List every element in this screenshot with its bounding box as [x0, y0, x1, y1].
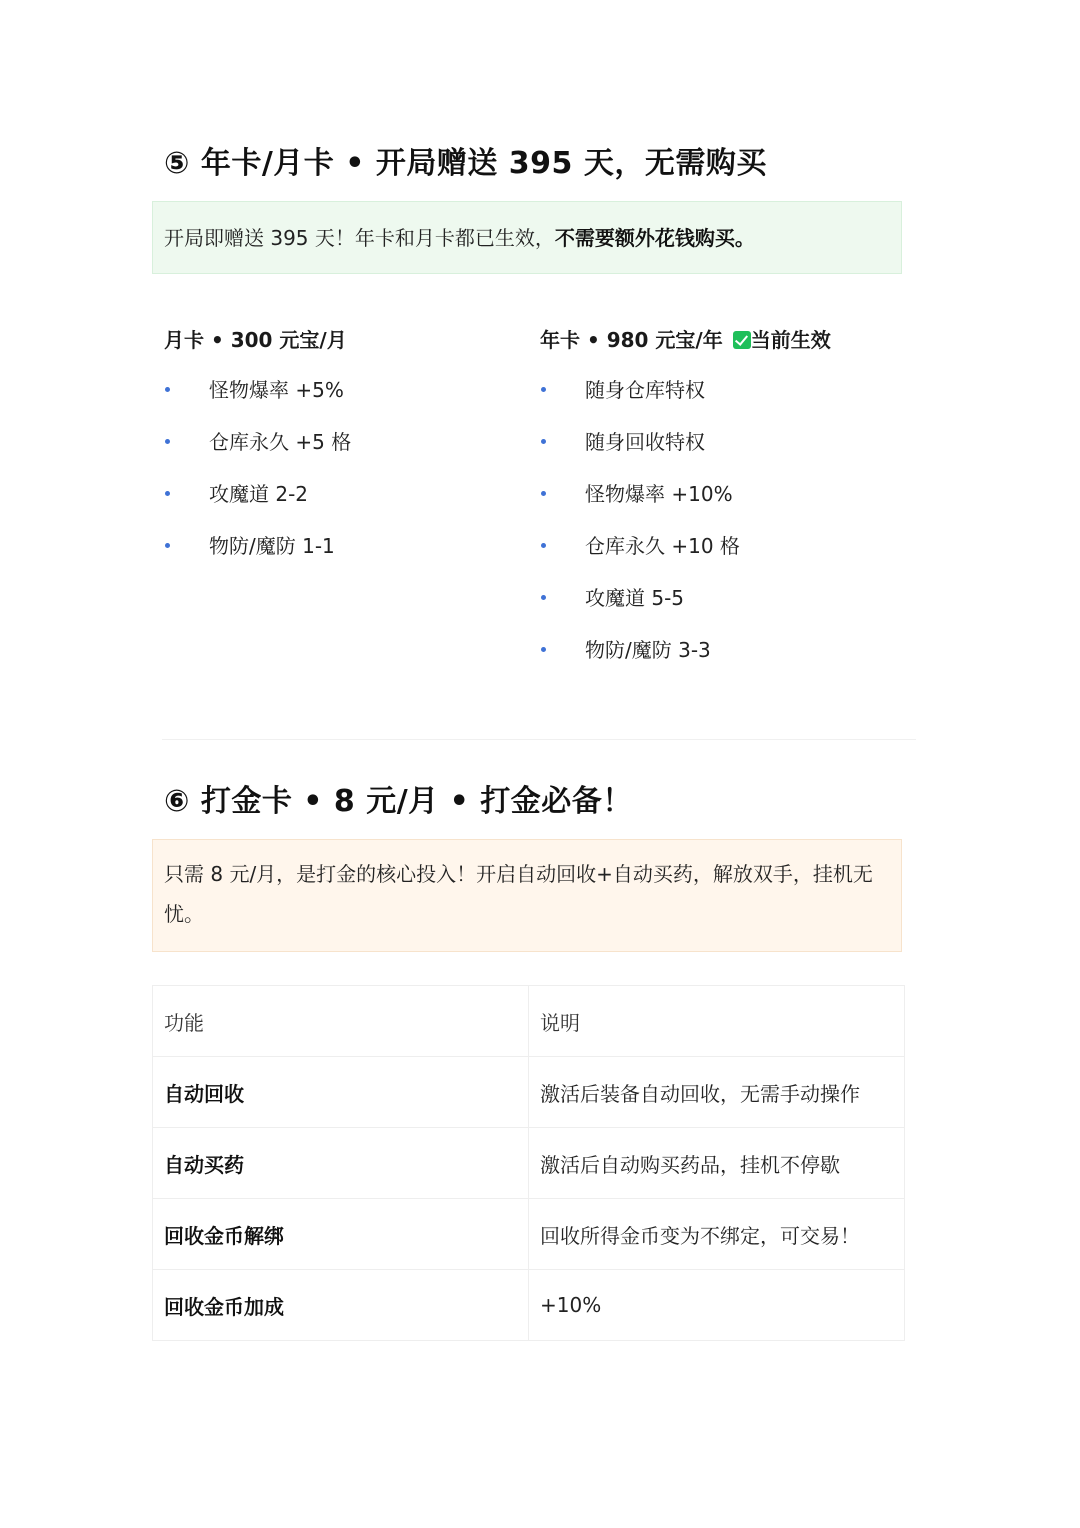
list-item — [540, 584, 900, 636]
table-header-cell: 功能 — [153, 986, 529, 1057]
list-item-text: 随身回收特权 — [585, 430, 705, 454]
section-6-heading: ⑥ 打金卡 • 8 元/月 • 打金必备！ — [164, 784, 633, 819]
feature-desc-cell: 激活后装备自动回收，无需手动操作 — [529, 1057, 905, 1128]
check-icon — [733, 331, 751, 349]
list-item — [540, 636, 900, 688]
monthly-card-benefits — [164, 376, 524, 584]
list-item — [540, 532, 900, 584]
bullet-icon — [165, 543, 170, 548]
bullet-icon — [165, 387, 170, 392]
yearly-card-title-text: 年卡 • 980 元宝/年 — [540, 328, 723, 352]
bullet-icon — [541, 491, 546, 496]
feature-desc-cell: 回收所得金币变为不绑定，可交易！ — [529, 1199, 905, 1270]
feature-name-cell: 回收金币加成 — [153, 1270, 529, 1341]
bullet-icon — [165, 491, 170, 496]
callout-text: 开局即赠送 395 天！年卡和月卡都已生效， — [164, 226, 555, 250]
bullet-icon — [165, 439, 170, 444]
section-5-callout — [152, 201, 902, 274]
list-item-text: 攻魔道 2-2 — [209, 482, 309, 506]
list-item-text: 物防/魔防 1-1 — [209, 534, 335, 558]
section-5-heading: ⑤ 年卡/月卡 • 开局赠送 395 天，无需购买 — [164, 146, 767, 181]
monthly-card-title-text: 月卡 • 300 元宝/月 — [164, 328, 347, 352]
monthly-card-title — [164, 326, 524, 354]
list-item-text: 怪物爆率 +5% — [209, 378, 344, 402]
feature-name-cell: 回收金币解绑 — [153, 1199, 529, 1270]
callout-bold-text: 不需要额外花钱购买。 — [554, 226, 755, 250]
table-row — [153, 1128, 905, 1199]
list-item — [164, 376, 524, 428]
feature-desc-cell: 激活后自动购买药品，挂机不停歇 — [529, 1128, 905, 1199]
section-divider — [162, 739, 916, 740]
bullet-icon — [541, 647, 546, 652]
section-6-callout: 只需 8 元/月，是打金的核心投入！开启自动回收+自动买药，解放双手，挂机无忧。 — [152, 839, 902, 952]
table-header-row — [153, 986, 905, 1057]
list-item-text: 随身仓库特权 — [585, 378, 705, 402]
yearly-card-title — [540, 326, 900, 354]
list-item — [540, 428, 900, 480]
bullet-icon — [541, 439, 546, 444]
yearly-card-benefits — [540, 376, 900, 688]
list-item — [164, 532, 524, 584]
bullet-icon — [541, 543, 546, 548]
table-row — [153, 1057, 905, 1128]
feature-desc-cell: +10% — [529, 1270, 905, 1341]
feature-table — [152, 985, 905, 1341]
list-item — [540, 480, 900, 532]
table-row — [153, 1199, 905, 1270]
list-item-text: 怪物爆率 +10% — [585, 482, 733, 506]
list-item-text: 仓库永久 +10 格 — [585, 534, 740, 558]
monthly-card-column — [164, 326, 524, 584]
yearly-card-column — [540, 326, 900, 688]
list-item — [540, 376, 900, 428]
list-item-text: 攻魔道 5-5 — [585, 586, 685, 610]
active-status-text: 当前生效 — [750, 328, 831, 352]
bullet-icon — [541, 387, 546, 392]
list-item-text: 仓库永久 +5 格 — [209, 430, 352, 454]
table-header-cell: 说明 — [529, 986, 905, 1057]
feature-name-cell: 自动买药 — [153, 1128, 529, 1199]
list-item-text: 物防/魔防 3-3 — [585, 638, 711, 662]
table-row — [153, 1270, 905, 1341]
list-item — [164, 428, 524, 480]
list-item — [164, 480, 524, 532]
bullet-icon — [541, 595, 546, 600]
feature-name-cell: 自动回收 — [153, 1057, 529, 1128]
